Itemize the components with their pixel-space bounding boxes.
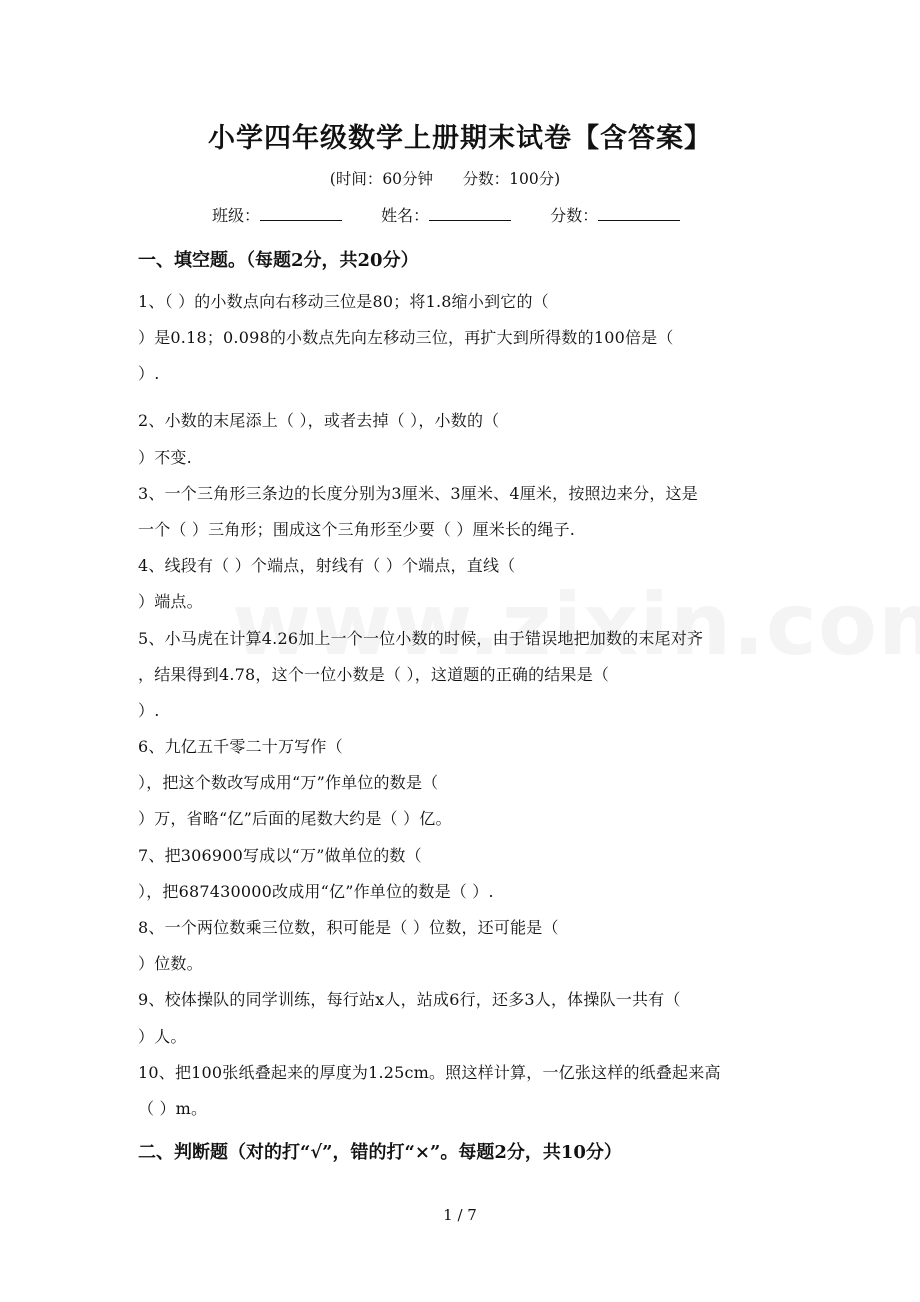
score-label: 分数： [550,206,599,225]
question-line: ）位数。 [138,954,203,973]
name-label: 姓名： [381,206,430,225]
question-line: ），把这个数改写成用“万”作单位的数是（ [138,773,439,792]
question-line: 10、把100张纸叠起来的厚度为1.25cm。照这样计算，一亿张这样的纸叠起来高 [138,1063,721,1082]
question-line: ）. [138,364,160,383]
question-line: 9、校体操队的同学训练，每行站x人，站成6行，还多3人，体操队一共有（ [138,990,681,1009]
question-line: ）是0.18；0.098的小数点先向左移动三位，再扩大到所得数的100倍是（ [138,328,674,347]
question-line: 4、线段有（ ）个端点，射线有（ ）个端点，直线（ [138,556,516,575]
question-line: ，结果得到4.78，这个一位小数是（ ），这道题的正确的结果是（ [138,665,610,684]
class-field[interactable] [212,203,342,226]
score-field[interactable] [550,203,680,226]
exam-time-score: (时间：60分钟 分数：100分) [329,170,561,188]
question-line: 6、九亿五千零二十万写作（ [138,737,343,756]
question-line: 5、小马虎在计算4.26加上一个一位小数的时候，由于错误地把加数的末尾对齐 [138,629,704,648]
question-line: ）万，省略“亿”后面的尾数大约是（ ）亿。 [138,809,452,828]
class-blank[interactable] [260,206,342,221]
question-line: 7、把306900写成以“万”做单位的数（ [138,846,422,865]
question-line: ）端点。 [138,592,203,611]
question-line: ）不变. [138,448,192,467]
question-line: 一个（ ）三角形；围成这个三角形至少要（ ）厘米长的绳子. [138,520,576,539]
student-info-row [212,203,714,226]
section-1-heading: 一、填空题。（每题2分，共20分） [138,250,419,271]
question-line: 1、（ ）的小数点向右移动三位是80；将1.8缩小到它的（ [138,292,549,311]
name-blank[interactable] [429,206,511,221]
question-line: 8、一个两位数乘三位数，积可能是（ ）位数，还可能是（ [138,918,559,937]
question-line: 3、一个三角形三条边的长度分别为3厘米、3厘米、4厘米，按照边来分，这是 [138,484,698,503]
page-title: 小学四年级数学上册期末试卷【含答案】 [208,123,712,154]
score-blank[interactable] [598,206,680,221]
question-line: ）. [138,701,160,720]
class-label: 班级： [212,206,261,225]
question-line: 2、小数的末尾添上（ ），或者去掉（ ），小数的（ [138,411,500,430]
question-line: ），把687430000改成用“亿”作单位的数是（ ）. [138,882,494,901]
question-line: （ ）m。 [138,1099,208,1118]
watermark [232,575,920,675]
question-line: ）人。 [138,1027,187,1046]
name-field[interactable] [381,203,511,226]
section-2-heading: 二、判断题（对的打“√”，错的打“×”。每题2分，共10分） [138,1142,622,1163]
page-number: 1 / 7 [443,1206,477,1224]
